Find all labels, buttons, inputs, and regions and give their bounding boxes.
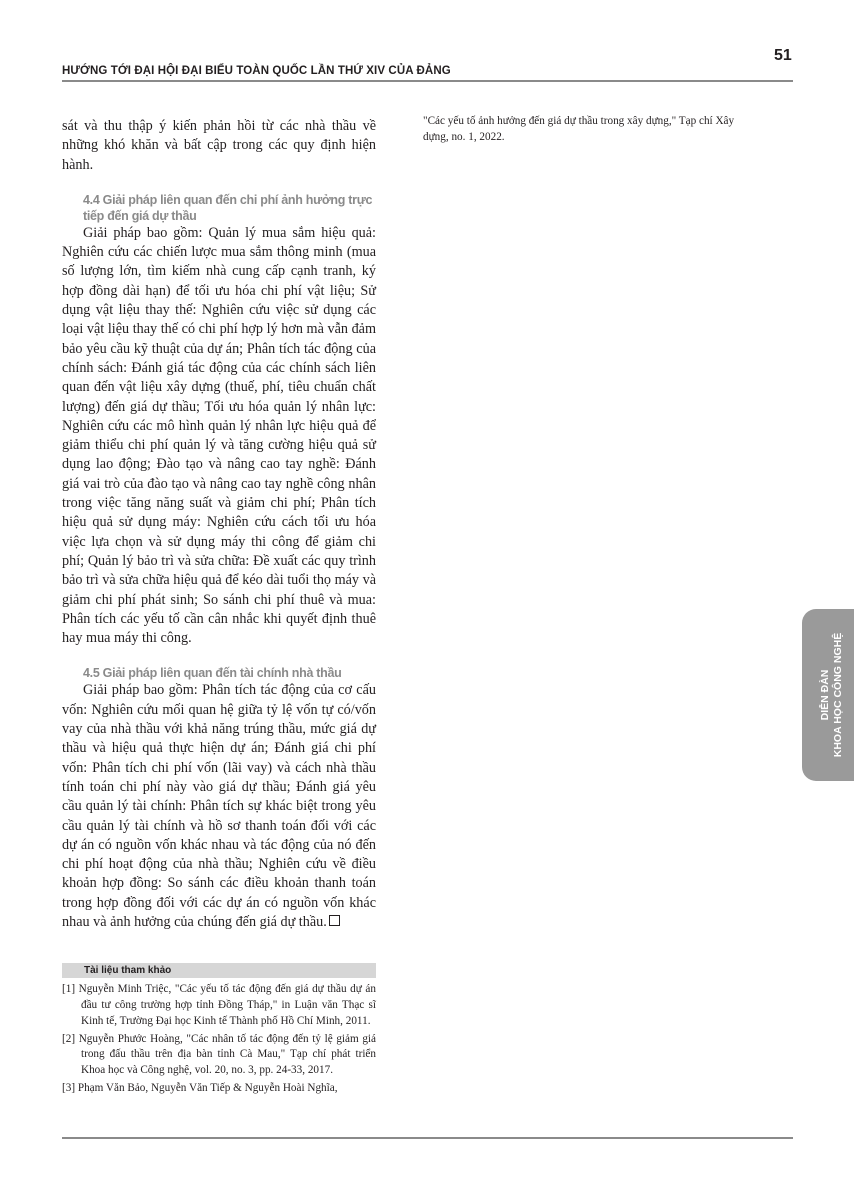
side-tab-line-1: DIỄN ĐÀN [819,669,831,721]
page-number: 51 [774,47,792,64]
header-divider [62,80,793,82]
section-4-5-text: Giải pháp bao gồm: Phân tích tác động của cơ cấu vốn: Nghiên cứu mối quan hệ giữa tỷ lệ vốn tự có/vốn vay của nhà thầu với khả năng trúng thầu, mức giá dự thầu và hiệu quả thực hiện dự án; Đánh giá chi phí vốn: Phân tích chi phí vốn (lãi vay) và cách nhà thầu tính toán chi phí này vào giá dự thầu; Đánh giá yêu cầu quản lý tài chính: Phân tích sự khác biệt trong yêu cầu quản lý tài chính và hồ sơ thanh toán đối với các dự án có nguồn vốn khác nhau và tác động của nó đến chi phí hoạt động của nhà thầu; Nghiên cứu về điều khoản hợp đồng: So sánh các điều khoản thanh toán trong hợp đồng đối với các dự án có nguồn vốn khác nhau và ảnh hưởng của chúng đến giá dự thầu. [62,682,376,930]
side-tab-label [802,609,854,781]
section-heading-4-4: 4.4 Giải pháp liên quan đến chi phí ảnh hưởng trực tiếp đến giá dự thầu [83,192,373,223]
left-column [62,117,376,1099]
references-list [62,982,376,1097]
section-heading-4-5: 4.5 Giải pháp liên quan đến tài chính nhà thầu [83,666,342,681]
section-4-4-paragraph: Giải pháp bao gồm: Quản lý mua sắm hiệu quả: Nghiên cứu các chiến lược mua sắm thông minh (mua số lượng lớn, tìm kiếm nhà cung cấp cạnh tranh, ký hợp đồng dài hạn) để tối ưu hóa chi phí vật liệu; Sử dụng vật liệu thay thế: Nghiên cứu việc sử dụng các loại vật liệu thay thế có chi phí hợp lý hơn mà vẫn đảm bảo yêu cầu kỹ thuật của dự án; Phân tích tác động của chính sách: Đánh giá tác động của các chính sách liên quan đến vật liệu xây dựng (thuế, phí, tiêu chuẩn chất lượng) đến giá dự thầu; Tối ưu hóa quản lý nhân lực: Nghiên cứu các mô hình quản lý nhân lực hiệu quả để giảm thiểu chi phí quản lý và tăng cường hiệu quả sử dụng lao động; Đào tạo và nâng cao tay nghề: Đánh giá vai trò của đào tạo và nâng cao tay nghề công nhân trong việc tăng năng suất và giảm chi phí; Phân tích hiệu quả sử dụng máy: Nghiên cứu cách tối ưu hóa việc lựa chọn và sử dụng máy thi công để giảm chi phí; Quản lý bảo trì và sửa chữa: Đề xuất các quy trình bảo trì và sửa chữa hiệu quả để kéo dài tuổi thọ máy và giảm chi phí phát sinh; So sánh chi phí thuê và mua: Phân tích các yếu tố cần cân nhắc khi quyết định thuê hay mua máy thi công. [62,224,376,647]
reference-item: [1] Nguyễn Minh Triệc, "Các yếu tố tác động đến giá dự thầu dự án đầu tư công trường hợp tỉnh Đồng Tháp," in Luận văn Thạc sĩ Kinh tế, Trường Đại học Kinh tế Thành phố Hồ Chí Minh, 2011. [62,983,376,1027]
reference-continuation: "Các yếu tố ảnh hưởng đến giá dự thầu trong xây dựng," Tạp chí Xây dựng, no. 1, 2022. [423,115,735,143]
reference-item: [2] Nguyễn Phước Hoàng, "Các nhân tố tác động đến tỷ lệ giảm giá trong đấu thầu trên địa bàn tỉnh Cà Mau," Tạp chí phát triển Khoa học và Công nghệ, vol. 20, no. 3, pp. 24-33, 2017. [62,1032,376,1077]
intro-paragraph: sát và thu thập ý kiến phản hồi từ các nhà thầu về những khó khăn và bất cập trong các quy định hiện hành. [62,118,376,173]
side-tab-line-2: KHOA HỌC CÔNG NGHỆ [832,632,844,758]
footer-divider [62,1137,793,1139]
references-heading: Tài liệu tham khảo [62,963,376,978]
running-header-title: HƯỚNG TỚI ĐẠI HỘI ĐẠI BIỂU TOÀN QUỐC LẦN THỨ XIV CỦA ĐẢNG [62,65,451,77]
section-4-5-paragraph [62,681,376,932]
end-of-article-icon [329,915,340,926]
reference-item: [3] Phạm Văn Bảo, Nguyễn Văn Tiếp & Nguyễn Hoài Nghĩa, [62,1082,338,1095]
right-column [421,113,761,145]
section-side-tab [802,609,854,781]
